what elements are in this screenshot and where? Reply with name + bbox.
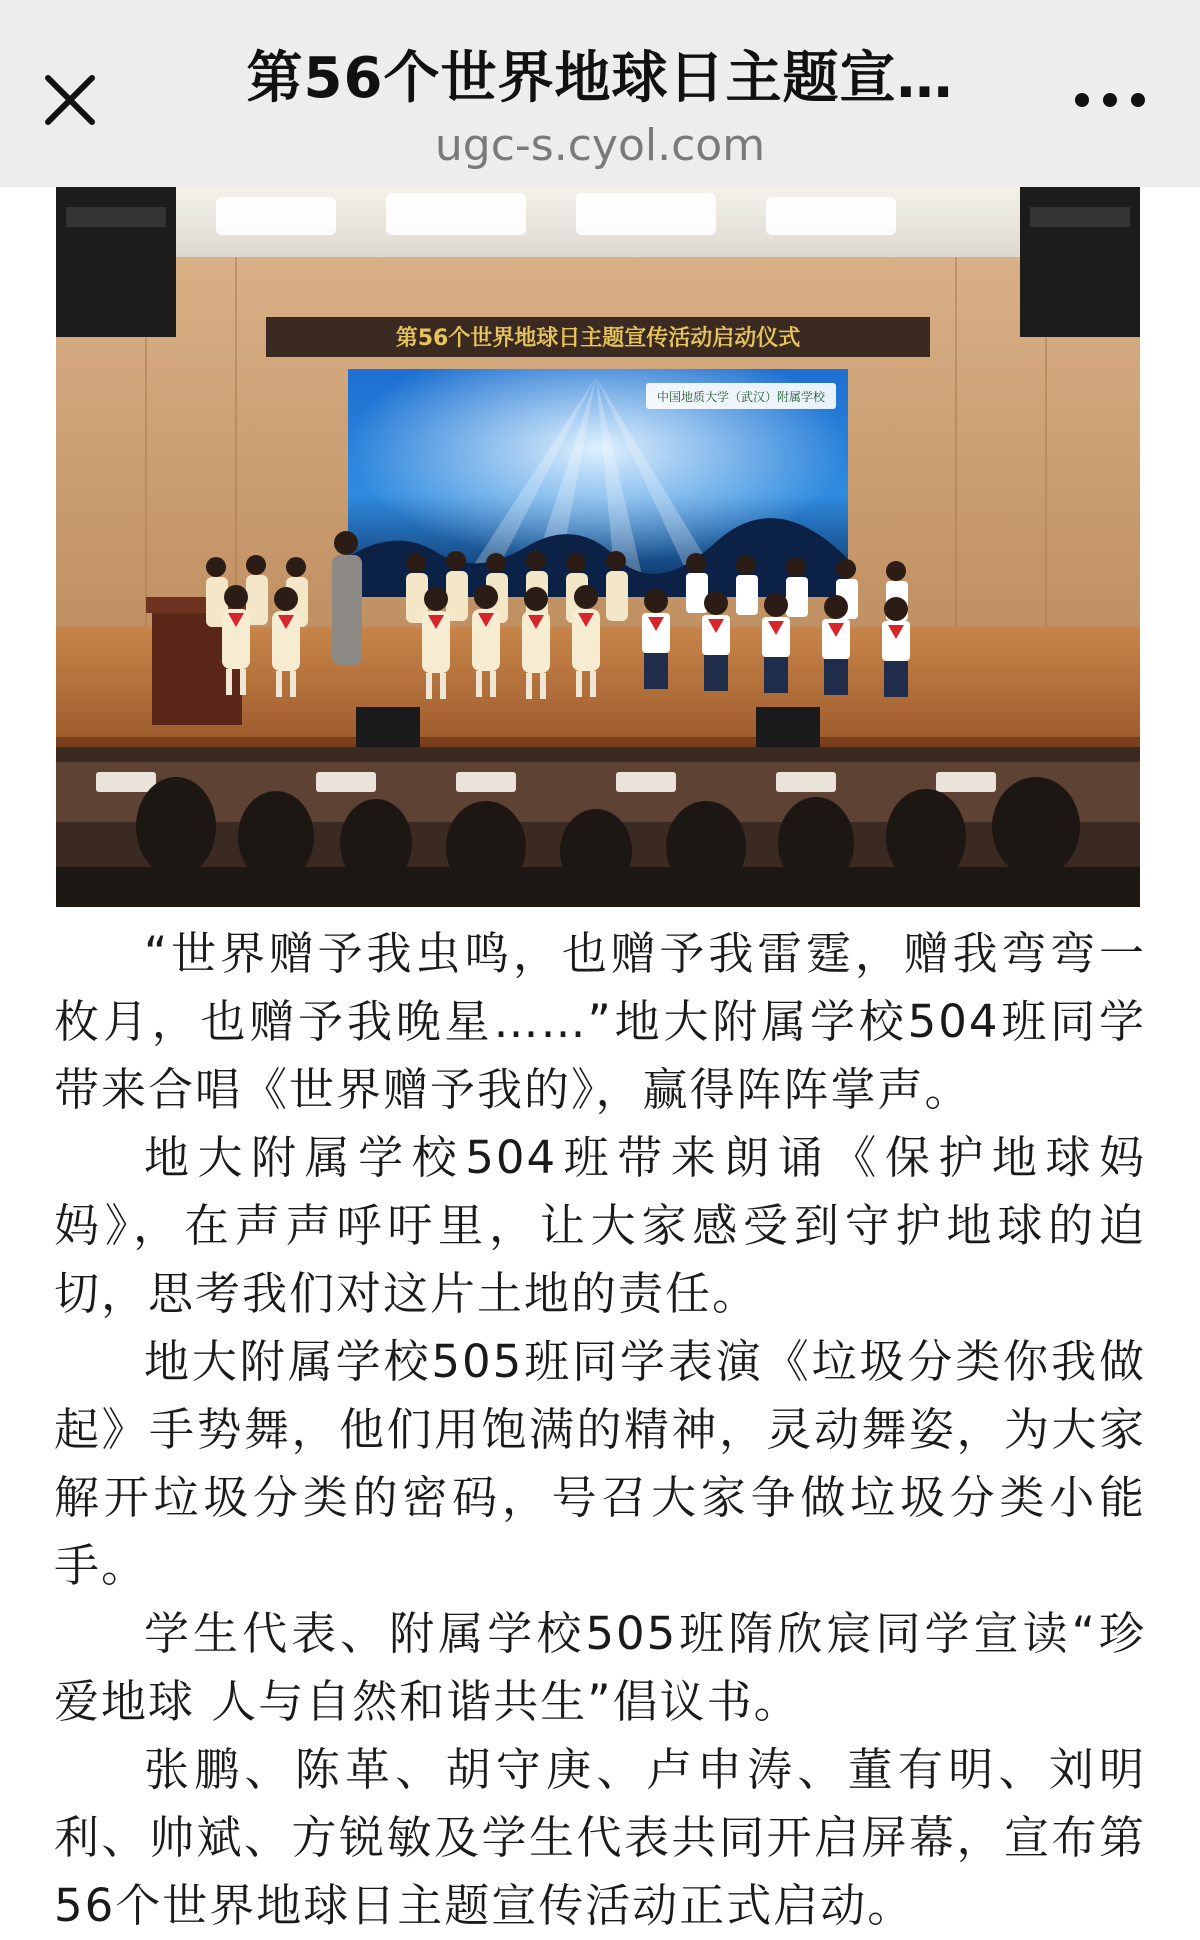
more-button[interactable] (1060, 70, 1160, 130)
article-paragraph: “世界赠予我虫鸣，也赠予我雷霆，赠我弯弯一枚月，也赠予我晚星……”地大附属学校504班同学带来合唱《世界赠予我的》，赢得阵阵掌声。 (54, 927, 1146, 1116)
article-paragraph: 地大附属学校504班带来朗诵《保护地球妈妈》，在声声呼吁里，让大家感受到守护地球的迫切，思考我们对这片土地的责任。 (54, 1131, 1146, 1320)
top-bar (0, 0, 1200, 187)
article-paragraph: 学生代表、附属学校505班隋欣宸同学宣读“珍爱地球 人与自然和谐共生”倡议书。 (54, 1607, 1146, 1728)
article-paragraph: 地大附属学校505班同学表演《垃圾分类你我做起》手势舞，他们用饱满的精神，灵动舞姿，为大家解开垃圾分类的密码，号召大家争做垃圾分类小能手。 (54, 1335, 1146, 1592)
article-body (54, 920, 1146, 1940)
close-icon (42, 72, 98, 128)
page-url: ugc-s.cyol.com (434, 120, 766, 171)
more-icon (1070, 90, 1150, 110)
page-title: 第56个世界地球日主题宣… (246, 46, 954, 111)
screen-logo-text: 中国地质大学（武汉）附属学校 (656, 390, 826, 404)
banner-text: 第56个世界地球日主题宣传活动启动仪式 (395, 326, 801, 351)
article-paragraph: 张鹏、陈革、胡守庚、卢申涛、董有明、刘明利、帅斌、方锐敏及学生代表共同开启屏幕，宣布第56个世界地球日主题宣传活动正式启动。 (54, 1743, 1146, 1932)
event-photo (56, 187, 1140, 907)
close-button[interactable] (30, 60, 110, 140)
